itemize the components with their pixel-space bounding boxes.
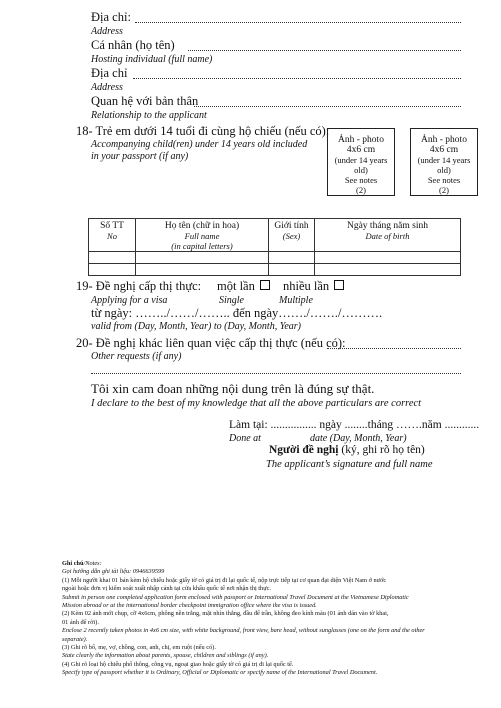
host-label-en: Hosting individual (full name) (91, 54, 213, 65)
photo-note: See notes (427, 175, 461, 185)
q20-label: 20- Đề nghị khác liên quan việc cấp thị thực (nếu có): (76, 336, 346, 350)
single-label-en: Single (219, 295, 244, 306)
table-header-row (89, 219, 461, 252)
q19-label: 19- Đề nghị cấp thị thực: (76, 279, 202, 293)
notes-line: Gọi hướng dẫn ghi tài liệu: 0946639599 (62, 568, 165, 576)
photo-box-2 (410, 128, 478, 196)
col-full-name: Họ tên (chữ in hoa) Full name (in capital letters) (136, 219, 269, 252)
applicant-label: Người đề nghị (ký, ghi rõ họ tên) (269, 444, 425, 456)
photo-size: 4x6 cm (429, 145, 459, 155)
declaration-en: I declare to the best of my knowledge that all the above particulars are correct (91, 398, 422, 409)
photo-title: Ảnh - photo (421, 135, 467, 145)
other-requests-field-2[interactable] (91, 373, 461, 374)
col-no: Số TT No (89, 219, 136, 252)
declaration-vi: Tôi xin cam đoan những nội dung trên là đúng sự thật. (91, 381, 375, 396)
q18-label-en-2: in your passport (if any) (91, 151, 189, 162)
date-label-en: date (Day, Month, Year) (310, 433, 407, 444)
q20-label-en: Other requests (if any) (91, 351, 182, 362)
notes-line: 01 ảnh để rời). (62, 618, 99, 626)
notes-line: separate). (62, 635, 88, 643)
validity-dates[interactable]: từ ngày: ……../……/…….. đến ngày……./……./………. (91, 306, 383, 320)
photo-note: (under 14 years (334, 155, 388, 165)
address-field[interactable] (135, 22, 461, 23)
photo-box-1 (327, 128, 395, 196)
notes-section (62, 560, 482, 678)
applicant-label-en: The applicant’s signature and full name (266, 459, 433, 470)
notes-line: (3) Ghi rõ bố, mẹ, vợ, chồng, con, anh, chị, em ruột (nếu có). (62, 644, 216, 652)
notes-line: State clearly the information about parents, spouse, children and siblings (if any). (62, 652, 269, 660)
notes-line: Enclose 2 recently taken photos in 4x6 cm size, with white background, front view, bare head, without sunglasses (one on the form and the other (62, 627, 425, 635)
photo-note: old) (354, 165, 368, 175)
host-field[interactable] (188, 50, 461, 51)
made-at-line[interactable]: Làm tại: ................ ngày ........tháng …….năm ............ (229, 419, 480, 431)
relationship-label: Quan hệ với bản thân (91, 94, 199, 108)
photo-note: old) (437, 165, 451, 175)
q18-label: 18- Trẻ em dưới 14 tuổi đi cùng hộ chiếu (nếu có): (76, 124, 330, 138)
photo-note: (2) (439, 185, 449, 195)
col-sex: Giới tính (Sex) (269, 219, 315, 252)
notes-line: Submit in person one completed application form enclosed with passport or International Travel Document at the Vietnamese Diplomatic (62, 593, 409, 601)
notes-line: (2) Kèm 02 ảnh mới chụp, cỡ 4x6cm, phông nền trắng, mặt nhìn thẳng, đầu để trần, không đeo kính màu (01 ảnh dán vào tờ khai, (62, 610, 389, 618)
notes-line: (4) Ghi rõ loại hộ chiếu phổ thông, công vụ, ngoại giao hoặc giấy tờ có giá trị đi lại quốc tế. (62, 660, 294, 668)
multiple-checkbox[interactable] (334, 280, 344, 290)
notes-title: Ghi chú/Notes: (62, 560, 102, 567)
photo-note: (2) (356, 185, 366, 195)
photo-note: See notes (344, 175, 378, 185)
other-requests-field[interactable] (327, 348, 461, 349)
relationship-field[interactable] (194, 106, 461, 107)
host-label: Cá nhân (họ tên) (91, 38, 175, 52)
q19-label-en: Applying for a visa (91, 295, 168, 306)
validity-label-en: valid from (Day, Month, Year) to (Day, Month, Year) (91, 321, 301, 332)
photo-size: 4x6 cm (346, 145, 376, 155)
notes-line: ngoài hoặc đơn vị kiểm soát xuất nhập cảnh tại cửa khẩu quốc tế nơi nhận thị thực. (62, 585, 271, 593)
single-checkbox[interactable] (260, 280, 270, 290)
notes-line: Mission abroad or at the international border checkpoint immigration office where the visa is issued. (62, 602, 317, 610)
table-row[interactable] (89, 264, 461, 276)
q18-label-en-1: Accompanying child(ren) under 14 years old included (91, 139, 308, 150)
address2-field[interactable] (133, 78, 461, 79)
address-label: Địa chỉ: (91, 10, 131, 24)
address2-label: Địa chỉ (91, 66, 128, 80)
single-option[interactable]: một lần (217, 279, 270, 294)
photo-note: (under 14 years (417, 155, 471, 165)
photo-title: Ảnh - photo (338, 135, 384, 145)
done-at-label: Done at (229, 433, 261, 444)
children-table (88, 218, 461, 276)
col-dob: Ngày tháng năm sinh Date of birth (315, 219, 461, 252)
multiple-label-en: Multiple (279, 295, 313, 306)
multiple-option[interactable]: nhiều lần (283, 279, 344, 294)
address-label-en: Address (91, 26, 123, 37)
notes-line: (1) Mỗi người khai 01 bản kèm hộ chiếu hoặc giấy tờ có giá trị đi lại quốc tế, nộp trực tiếp tại cơ quan đại diện Việt Nam ở nước (62, 576, 387, 584)
relationship-label-en: Relationship to the applicant (91, 110, 207, 121)
address2-label-en: Address (91, 82, 123, 93)
notes-line: Specify type of passport whether it is Ordinary, Official or Diplomatic or specify name of the International Travel Document. (62, 669, 378, 677)
table-row[interactable] (89, 252, 461, 264)
